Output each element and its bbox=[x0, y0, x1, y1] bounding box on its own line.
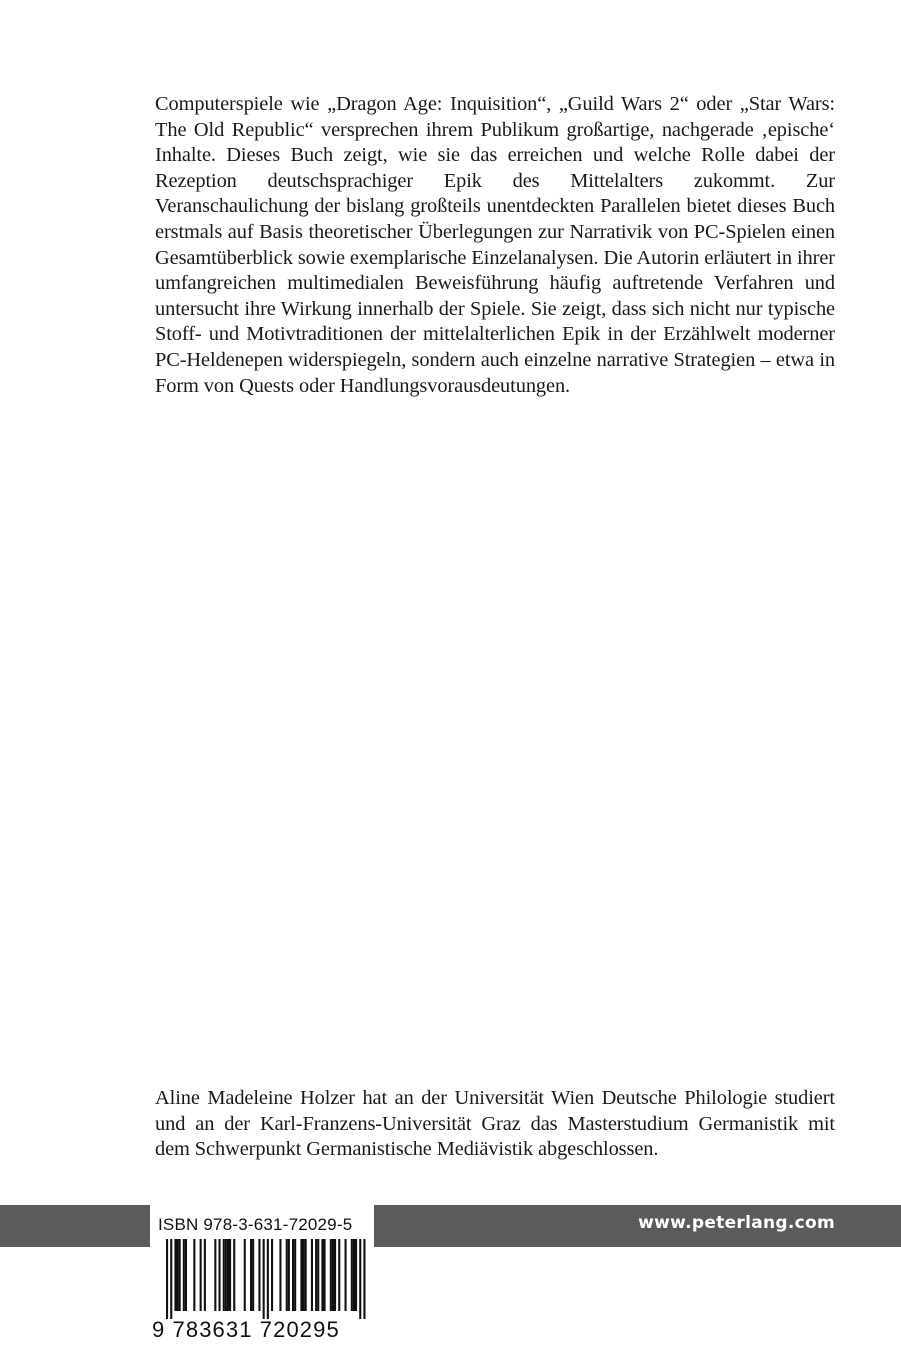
barcode-bar bbox=[338, 1239, 340, 1311]
barcode-bar bbox=[317, 1239, 319, 1311]
barcode-bar bbox=[229, 1239, 231, 1311]
barcode-bar bbox=[334, 1239, 336, 1311]
isbn-label: ISBN 978-3-631-72029-5 bbox=[158, 1215, 353, 1234]
back-cover-blurb: Computerspiele wie „Dragon Age: Inquisition“, „Guild Wars 2“ oder „Star Wars: The Old Republic“ versprechen ihrem Publikum großartige, nachgerade ‚epische‘ Inhalte. Dieses Buch zeigt, wie sie das erreichen und welche Rolle dabei der Rezeption deutschsprachiger Epik des Mittelalters zukommt. Zur Veranschaulichung der bislang großteils unentdeckten Parallelen bietet dieses Buch erstmals auf Basis theoretischer Überlegungen zur Narrativik von PC-Spielen einen Gesamtüberblick sowie exemplarische Einzelanalysen. Die Autorin erläutert in ihrer umfangreichen multimedialen Beweisführung häufig auftretende Verfahren und untersucht ihre Wirkung innerhalb der Spiele. Sie zeigt, dass sich nicht nur typische Stoff- und Motivtraditionen der mittelalterlichen Epik in der Erzählwelt moderner PC-Heldenepen widerspiegeln, sondern auch einzelne narrative Strategien – etwa in Form von Quests oder Handlungsvorausdeutungen. bbox=[155, 93, 835, 397]
barcode-bar bbox=[330, 1239, 332, 1311]
barcode-bar bbox=[258, 1239, 260, 1311]
barcode-bar bbox=[225, 1239, 227, 1311]
barcode-bar bbox=[193, 1239, 195, 1311]
barcode-bar bbox=[345, 1239, 347, 1311]
barcode-bar bbox=[300, 1239, 302, 1311]
barcode-bar bbox=[200, 1239, 202, 1311]
barcode-bar bbox=[324, 1239, 326, 1311]
barcode-bar bbox=[233, 1239, 235, 1311]
barcode-bar bbox=[292, 1239, 294, 1311]
barcode-digits: 9 783631 720295 bbox=[152, 1317, 340, 1342]
barcode-bar bbox=[174, 1239, 176, 1311]
barcode-bar bbox=[315, 1239, 317, 1311]
barcode-panel bbox=[150, 1205, 374, 1360]
barcode-bar bbox=[185, 1239, 187, 1311]
barcode-bar bbox=[177, 1239, 179, 1311]
publisher-website[interactable]: www.peterlang.com bbox=[638, 1213, 835, 1233]
barcode-bar bbox=[263, 1239, 265, 1319]
barcode-bar bbox=[359, 1239, 361, 1319]
barcode-bar bbox=[183, 1239, 185, 1311]
barcode-bar bbox=[267, 1239, 269, 1319]
barcode-bar bbox=[311, 1239, 313, 1311]
barcode-bar bbox=[227, 1239, 229, 1311]
barcode-bar bbox=[332, 1239, 334, 1311]
barcode-bar bbox=[271, 1239, 273, 1311]
barcode-bar bbox=[244, 1239, 246, 1311]
barcode-bar bbox=[250, 1239, 252, 1311]
barcode-bar bbox=[179, 1239, 181, 1311]
barcode-bar bbox=[351, 1239, 353, 1311]
barcode-bar bbox=[252, 1239, 254, 1311]
barcode-bar bbox=[355, 1239, 357, 1311]
barcode-bar bbox=[170, 1239, 172, 1319]
barcode-bar bbox=[204, 1239, 206, 1311]
barcode-bar bbox=[305, 1239, 307, 1311]
barcode-bar bbox=[223, 1239, 225, 1311]
barcode-bar bbox=[279, 1239, 281, 1311]
barcode-bar bbox=[214, 1239, 216, 1311]
author-bio: Aline Madeleine Holzer hat an der Universität Wien Deutsche Philologie studiert und an der Karl-Franzens-Universität Graz das Masterstudium Germanistik mit dem Schwerpunkt Germanistische Mediävistik abgeschlossen. bbox=[155, 1087, 835, 1161]
barcode-bar bbox=[288, 1239, 290, 1311]
barcode-bar bbox=[303, 1239, 305, 1311]
barcode-bar bbox=[286, 1239, 288, 1311]
barcode bbox=[156, 1239, 368, 1319]
barcode-bar bbox=[363, 1239, 365, 1319]
barcode-bar bbox=[353, 1239, 355, 1311]
barcode-bar bbox=[166, 1239, 168, 1319]
barcode-bar bbox=[321, 1239, 323, 1311]
barcode-bar bbox=[294, 1239, 296, 1311]
barcode-bar bbox=[219, 1239, 221, 1311]
